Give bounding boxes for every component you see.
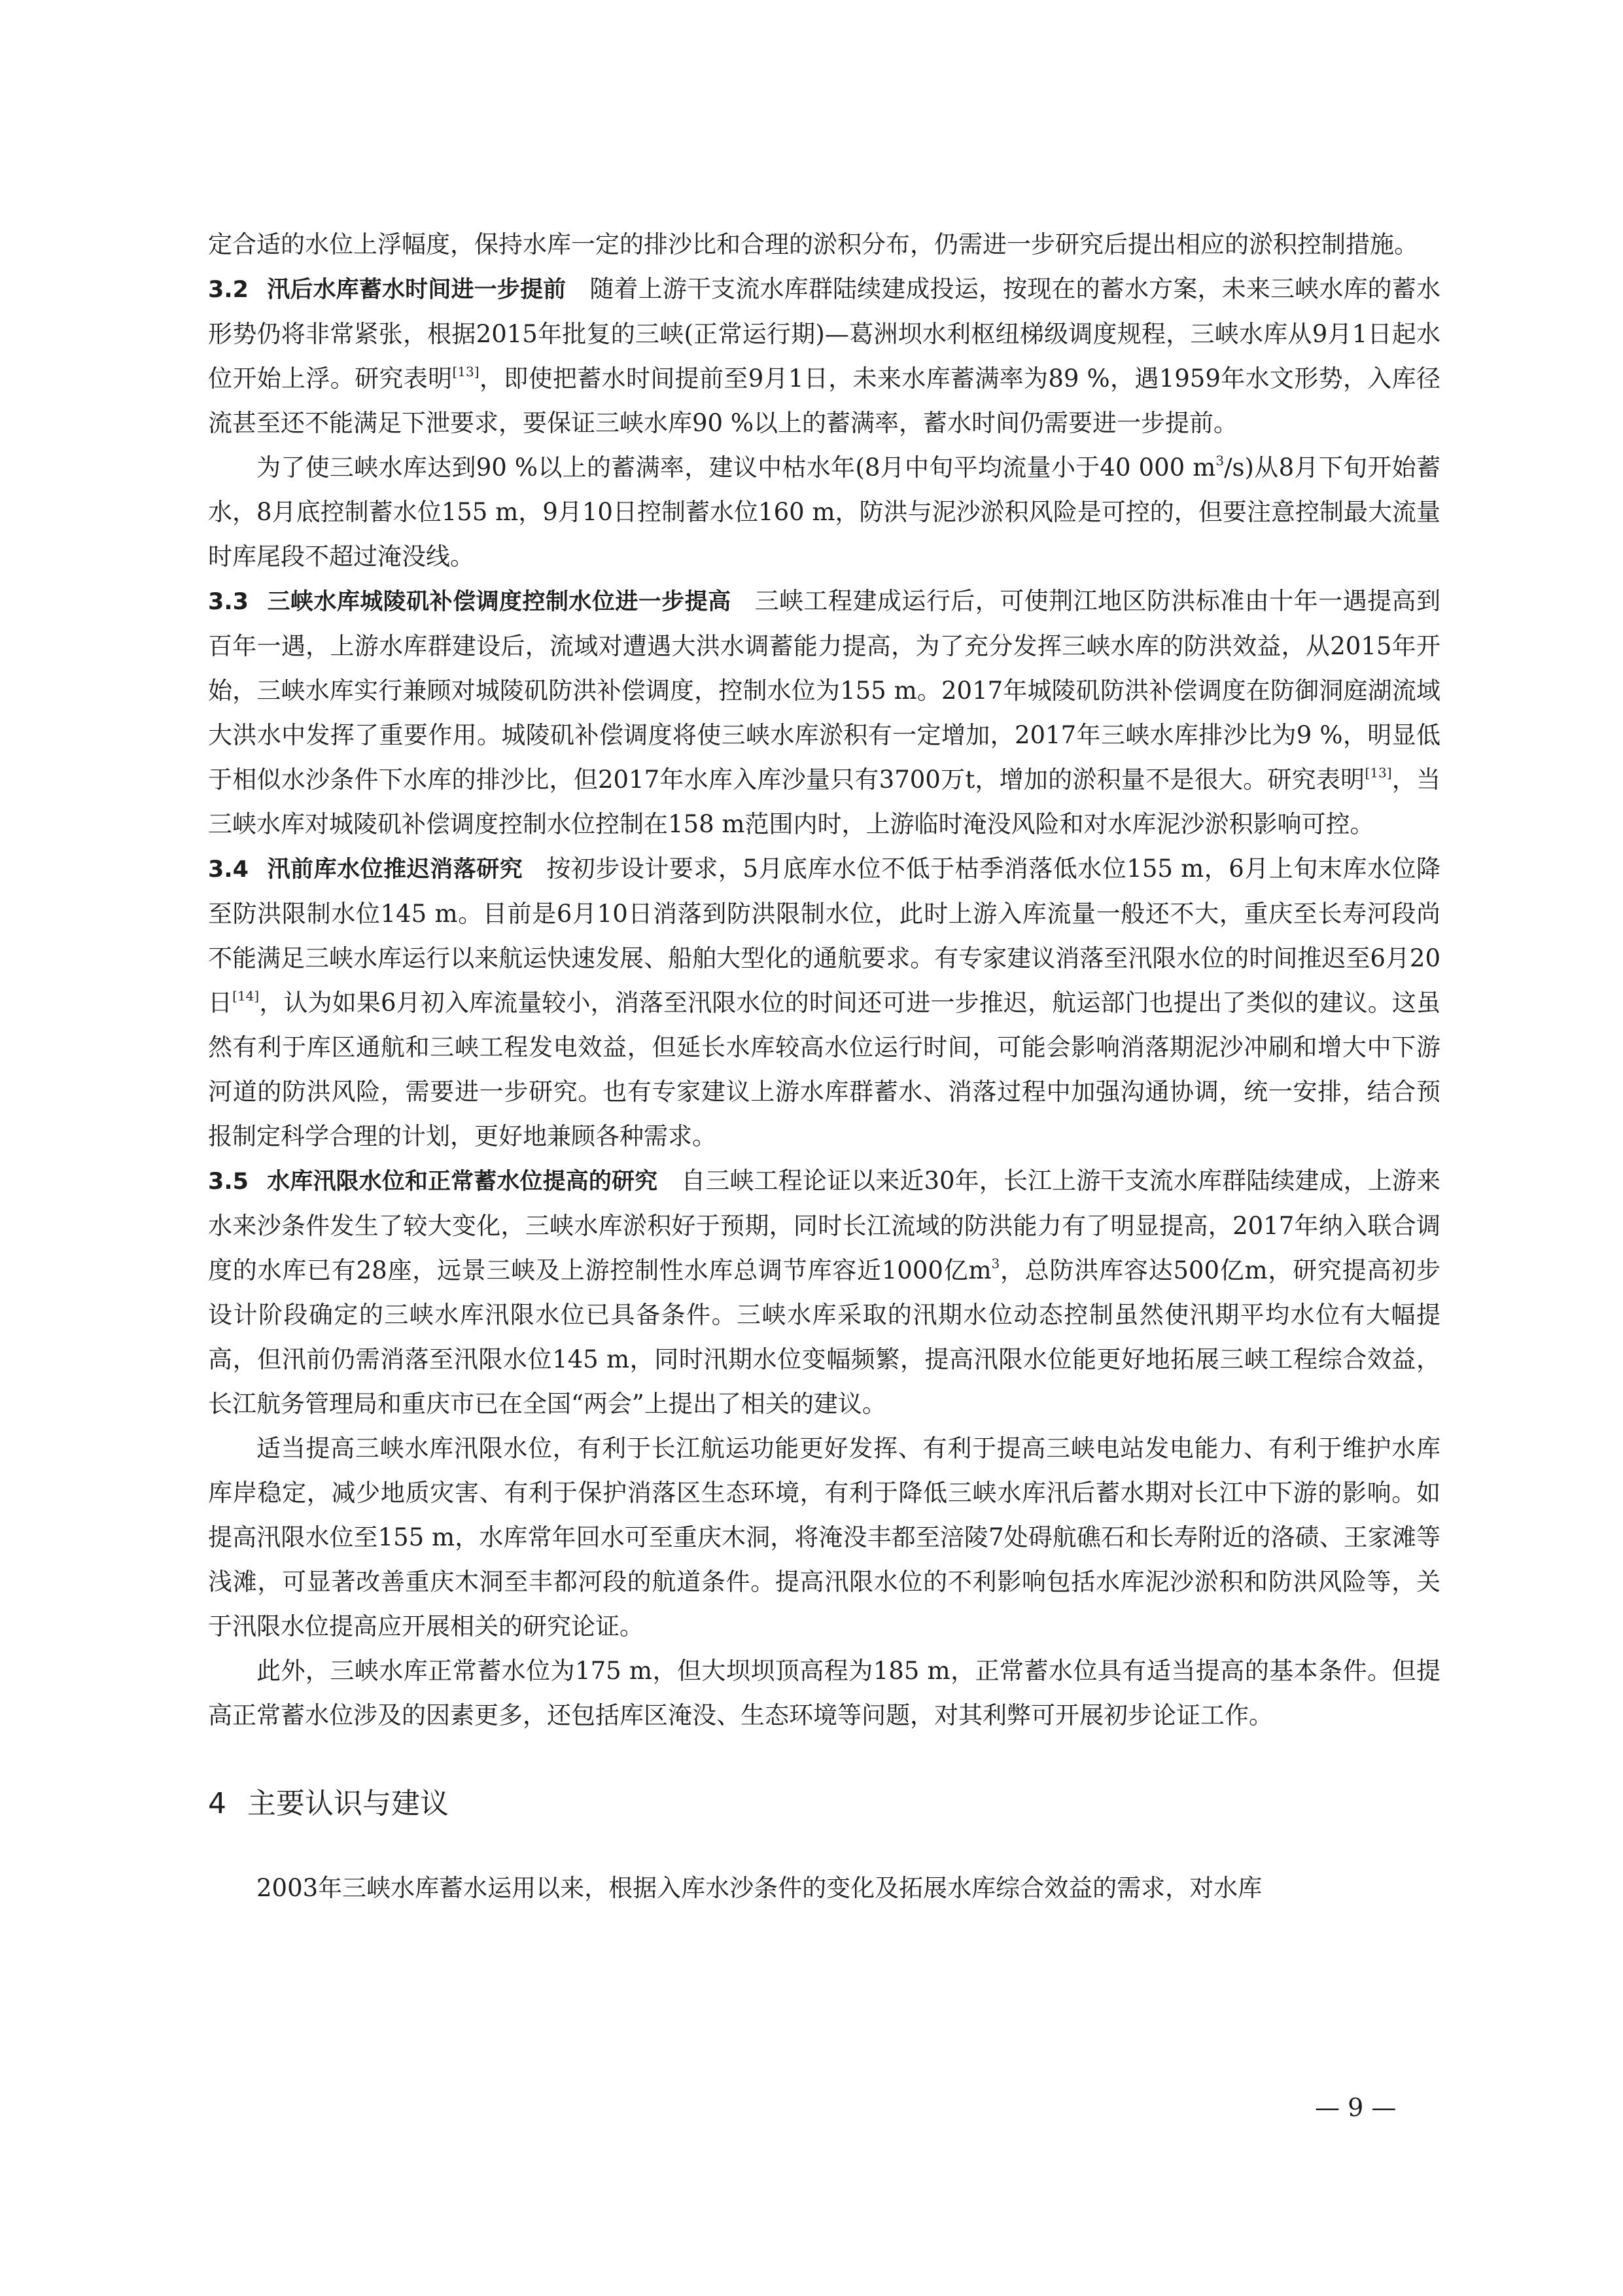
section-number: 3.5: [208, 1169, 249, 1195]
paragraph-carryover: 定合适的水位上浮幅度，保持水库一定的排沙比和合理的淤积分布，仍需进一步研究后提出相应的淤积控制措施。: [208, 230, 1418, 258]
citation-ref: [13]: [452, 364, 480, 380]
chapter-title: 主要认识与建议: [247, 1787, 449, 1820]
paragraph-text: 三峡工程建成运行后，可使荆江地区防洪标准由十年一遇提高到百年一遇，上游水库群建设后，流域对遭遇大洪水调蓄能力提高，为了充分发挥三峡水库的防洪效益，从2015年开始，三峡水库实行兼顾对城陵矶防洪补偿调度，控制水位为155 m。2017年城陵矶防洪补偿调度在防御洞庭湖流域大洪水中发挥了重要作用。城陵矶补偿调度将使三峡水库淤积有一定增加，2017年三峡水库排沙比为9 %，明显低于相似水沙条件下水库的排沙比，但2017年水库入库沙量只有3700万t，增加的淤积量不是很大。研究表明: [208, 587, 1440, 794]
chapter-4-heading: [208, 1781, 1440, 1827]
paragraph-text: ，总防洪库容达500亿m，研究提高初步设计阶段确定的三峡水库汛限水位已具备条件。三峡水库采取的汛期水位动态控制虽然使汛期平均水位有大幅提高，但汛前仍需消落至汛限水位145 m，同时汛期水位变幅频繁，提高汛限水位能更好地拓展三峡工程综合效益，长江航务管理局和重庆市已在全国“两会”上提出了相关的建议。: [208, 1256, 1440, 1418]
section-3-2-paragraph-1: [208, 267, 1440, 446]
chapter-4-paragraph-1: 2003年三峡水库蓄水运用以来，根据入库水沙条件的变化及拓展水库综合效益的需求，对水库: [256, 1874, 1263, 1902]
paragraph-text: ，当三峡水库对城陵矶补偿调度控制水位控制在158 m范围内时，上游临时淹没风险和对水库泥沙淤积影响可控。: [208, 766, 1440, 838]
paragraph-text: 自三峡工程论证以来近30年，长江上游干支流水库群陆续建成，上游来水来沙条件发生了较大变化，三峡水库淤积好于预期，同时长江流域的防洪能力有了明显提高，2017年纳入联合调度的水库已有28座，远景三峡及上游控制性水库总调节库容近1000亿m: [208, 1167, 1440, 1284]
section-title: 汛后水库蓄水时间进一步提前: [267, 277, 567, 303]
section-number: 3.3: [208, 589, 249, 615]
section-3-4-paragraph-1: [208, 847, 1440, 1159]
citation-ref: [14]: [232, 988, 260, 1004]
section-3-5-paragraph-1: [208, 1159, 1440, 1426]
section-number: 3.4: [208, 857, 249, 883]
section-3-5-paragraph-3: 此外，三峡水库正常蓄水位为175 m，但大坝坝顶高程为185 m，正常蓄水位具有适当提高的基本条件。但提高正常蓄水位涉及的因素更多，还包括库区淹没、生态环境等问题，对其利弊可开展初步论证工作。: [208, 1657, 1440, 1729]
unit-superscript: 3: [991, 1256, 1000, 1271]
section-3-2-heading: [208, 277, 589, 303]
paragraph-text: ，认为如果6月初入库流量较小，消落至汛限水位的时间还可进一步推迟，航运部门也提出了类似的建议。这虽然有利于库区通航和三峡工程发电效益，但延长水库较高水位运行时间，可能会影响消落期泥沙冲刷和增大中下游河道的防洪风险，需要进一步研究。也有专家建议上游水库群蓄水、消落过程中加强沟通协调，统一安排，结合预报制定科学合理的计划，更好地兼顾各种需求。: [208, 989, 1441, 1150]
page-body: [208, 222, 1440, 1911]
unit-superscript: 3: [1215, 453, 1225, 468]
section-title: 水库汛限水位和正常蓄水位提高的研究: [267, 1169, 658, 1195]
section-title: 三峡水库城陵矶补偿调度控制水位进一步提高: [267, 589, 731, 615]
section-3-4-heading: [208, 857, 546, 883]
section-3-3-paragraph-1: [208, 579, 1440, 847]
section-3-3-heading: [208, 589, 755, 615]
page-number: — 9 —: [1315, 2093, 1397, 2122]
section-3-2-paragraph-2: [208, 446, 1440, 579]
paragraph-text: 按初步设计要求，5月底库水位不低于枯季消落低水位155 m，6月上旬末库水位降至防洪限制水位145 m。目前是6月10日消落到防洪限制水位，此时上游入库流量一般还不大，重庆至长寿河段尚不能满足三峡水库运行以来航运快速发展、船舶大型化的通航要求。有专家建议消落至汛限水位的时间推迟至6月20日: [208, 855, 1440, 1017]
paragraph-text: /s)从8月下旬开始蓄水，8月底控制蓄水位155 m，9月10日控制蓄水位160 m，防洪与泥沙淤积风险是可控的，但要注意控制最大流量时库尾段不超过淹没线。: [208, 453, 1440, 571]
citation-ref: [13]: [1365, 765, 1392, 781]
section-3-5-paragraph-2: 适当提高三峡水库汛限水位，有利于长江航运功能更好发挥、有利于提高三峡电站发电能力、有利于维护水库库岸稳定，减少地质灾害、有利于保护消落区生态环境，有利于降低三峡水库汛后蓄水期对长江中下游的影响。如提高汛限水位至155 m，水库常年回水可至重庆木洞，将淹没丰都至涪陵7处碍航礁石和长寿附近的洛碛、王家滩等浅滩，可显著改善重庆木洞至丰都河段的航道条件。提高汛限水位的不利影响包括水库泥沙淤积和防洪风险等，关于汛限水位提高应开展相关的研究论证。: [208, 1434, 1440, 1640]
paragraph-text: 为了使三峡水库达到90 %以上的蓄满率，建议中枯水年(8月中旬平均流量小于40 000 m: [256, 453, 1216, 482]
chapter-number: 4: [208, 1787, 226, 1820]
paragraph-text: ，即使把蓄水时间提前至9月1日，未来水库蓄满率为89 %，遇1959年水文形势，入库径流甚至还不能满足下泄要求，要保证三峡水库90 %以上的蓄满率，蓄水时间仍需要进一步提前。: [208, 364, 1440, 437]
section-title: 汛前库水位推迟消落研究: [267, 857, 523, 883]
section-3-5-heading: [208, 1169, 681, 1195]
paragraph-text: 随着上游干支流水库群陆续建成投运，按现在的蓄水方案，未来三峡水库的蓄水形势仍将非常紧张，根据2015年批复的三峡(正常运行期)—葛洲坝水利枢纽梯级调度规程，三峡水库从9月1日起水位开始上浮。研究表明: [208, 275, 1440, 393]
section-number: 3.2: [208, 277, 249, 303]
